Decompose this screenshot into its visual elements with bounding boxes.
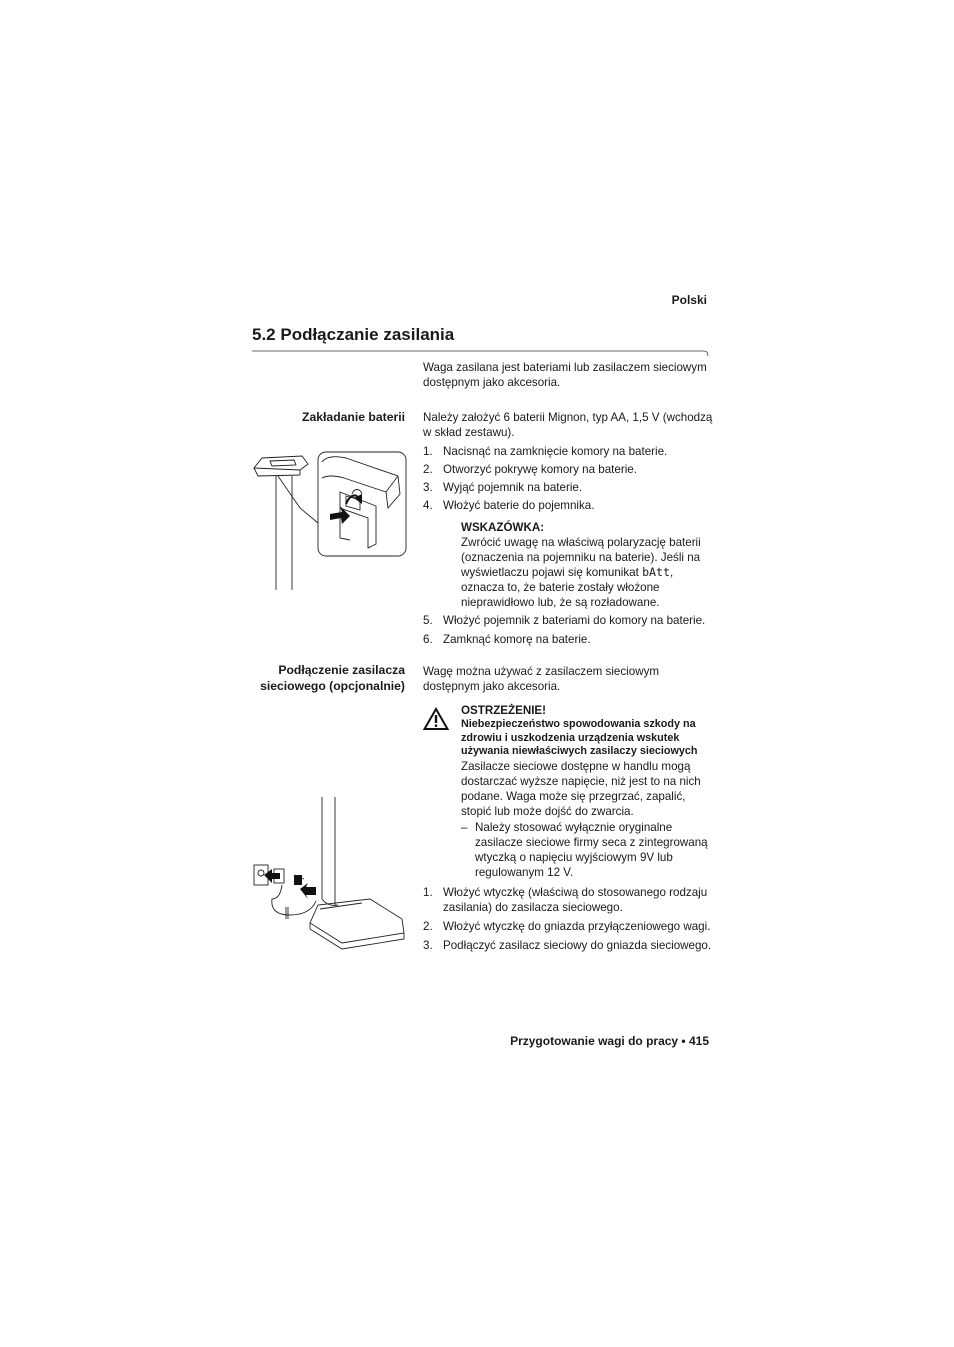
step-number: 5. [423,614,433,627]
warning-bold-text: Niebezpieczeństwo spowodowania szkody na zdrowiu i uszkodzenia urządzenia wskutek używania niewłaściwych zasilaczy sieciowych [461,718,698,757]
step-text: Włożyć wtyczkę do gniazda przyłączeniowego wagi. [443,919,711,933]
warning-text: Zasilacze sieciowe dostępne w handlu mogą dostarczać wyższe napięcie, niż jest to na nich podane. Waga może się przegrzać, zapalić, stopić lub może dojść do zwarcia. [461,759,701,818]
step-text: Podłączyć zasilacz sieciowy do gniazda sieciowego. [443,938,712,952]
batteries-section [423,410,713,647]
step-text: Nacisnąć na zamknięcie komory na baterie. [443,445,668,458]
note-box [423,520,713,610]
step-number: 1. [423,445,433,458]
dash-mark: – [461,820,468,834]
adapter-heading-line1: Podłączenie zasilacza [278,663,405,677]
step-number: 6. [423,633,433,646]
step-number: 4. [423,499,433,512]
intro-paragraph: Waga zasilana jest bateriami lub zasilaczem sieciowym dostępnym jako akcesoria. [423,361,707,389]
list-item [423,498,713,513]
display-code: bAtt [642,565,670,579]
step-number: 3. [423,481,433,494]
dash-text: Należy stosować wyłącznie oryginalne zasilacze sieciowe firmy seca z zintegrowaną wtyczką o napięciu wyjściowym 9V lub regulowanym 12 V. [475,820,708,879]
adapter-section [423,664,715,953]
language-label: Polski [671,293,707,307]
batteries-steps-b [423,613,713,647]
step-text: Zamknąć komorę na baterie. [443,633,591,646]
list-item [423,444,713,459]
list-item [423,885,715,915]
note-text-before: Zwrócić uwagę na właściwą polaryzację baterii (oznaczenia na pojemniku na baterie). Jeśli na wyświetlaczu pojawi się komunikat [461,536,701,579]
list-item [423,480,713,495]
adapter-steps [423,885,715,953]
note-title: WSKAZÓWKA: [461,521,545,534]
power-adapter-illustration [250,795,410,950]
warning-title: OSTRZEŻENIE! [461,704,547,717]
list-item [423,613,713,628]
step-number: 2. [423,463,433,476]
list-item [423,919,715,934]
warning-triangle-icon [423,707,449,731]
warning-dash-item [461,820,715,880]
note-text-after: , oznacza to, że baterie zostały włożone nieprawidłowo lub, że są rozładowane. [461,566,674,609]
adapter-heading-line2: sieciowego (opcjonalnie) [260,679,405,693]
step-text: Otworzyć pokrywę komory na baterie. [443,463,637,476]
note-text [461,535,713,610]
step-text: Włożyć wtyczkę (właściwą do stosowanego rodzaju zasilania) do zasilacza sieciowego. [443,885,708,914]
batteries-steps-a [423,444,713,513]
step-text: Włożyć baterie do pojemnika. [443,499,595,512]
list-item [423,938,715,953]
adapter-lead: Wagę można używać z zasilaczem sieciowym dostępnym jako akcesoria. [423,665,660,693]
step-number: 1. [423,885,433,899]
list-item [423,462,713,477]
section-title: 5.2 Podłączanie zasilania [252,325,455,344]
batteries-heading: Zakładanie baterii [302,410,405,424]
section-rule [252,348,712,358]
batteries-lead: Należy założyć 6 baterii Mignon, typ AA, 1,5 V (wchodzą w skład zestawu). [423,411,713,439]
battery-compartment-illustration [250,448,410,593]
warning-box [423,703,715,880]
list-item [423,632,713,647]
step-text: Włożyć pojemnik z bateriami do komory na baterie. [443,614,706,627]
step-number: 2. [423,919,433,933]
step-text: Wyjąć pojemnik na baterie. [443,481,583,494]
step-number: 3. [423,938,433,952]
adapter-heading [240,662,405,694]
page-footer: Przygotowanie wagi do pracy • 415 [510,1034,709,1048]
